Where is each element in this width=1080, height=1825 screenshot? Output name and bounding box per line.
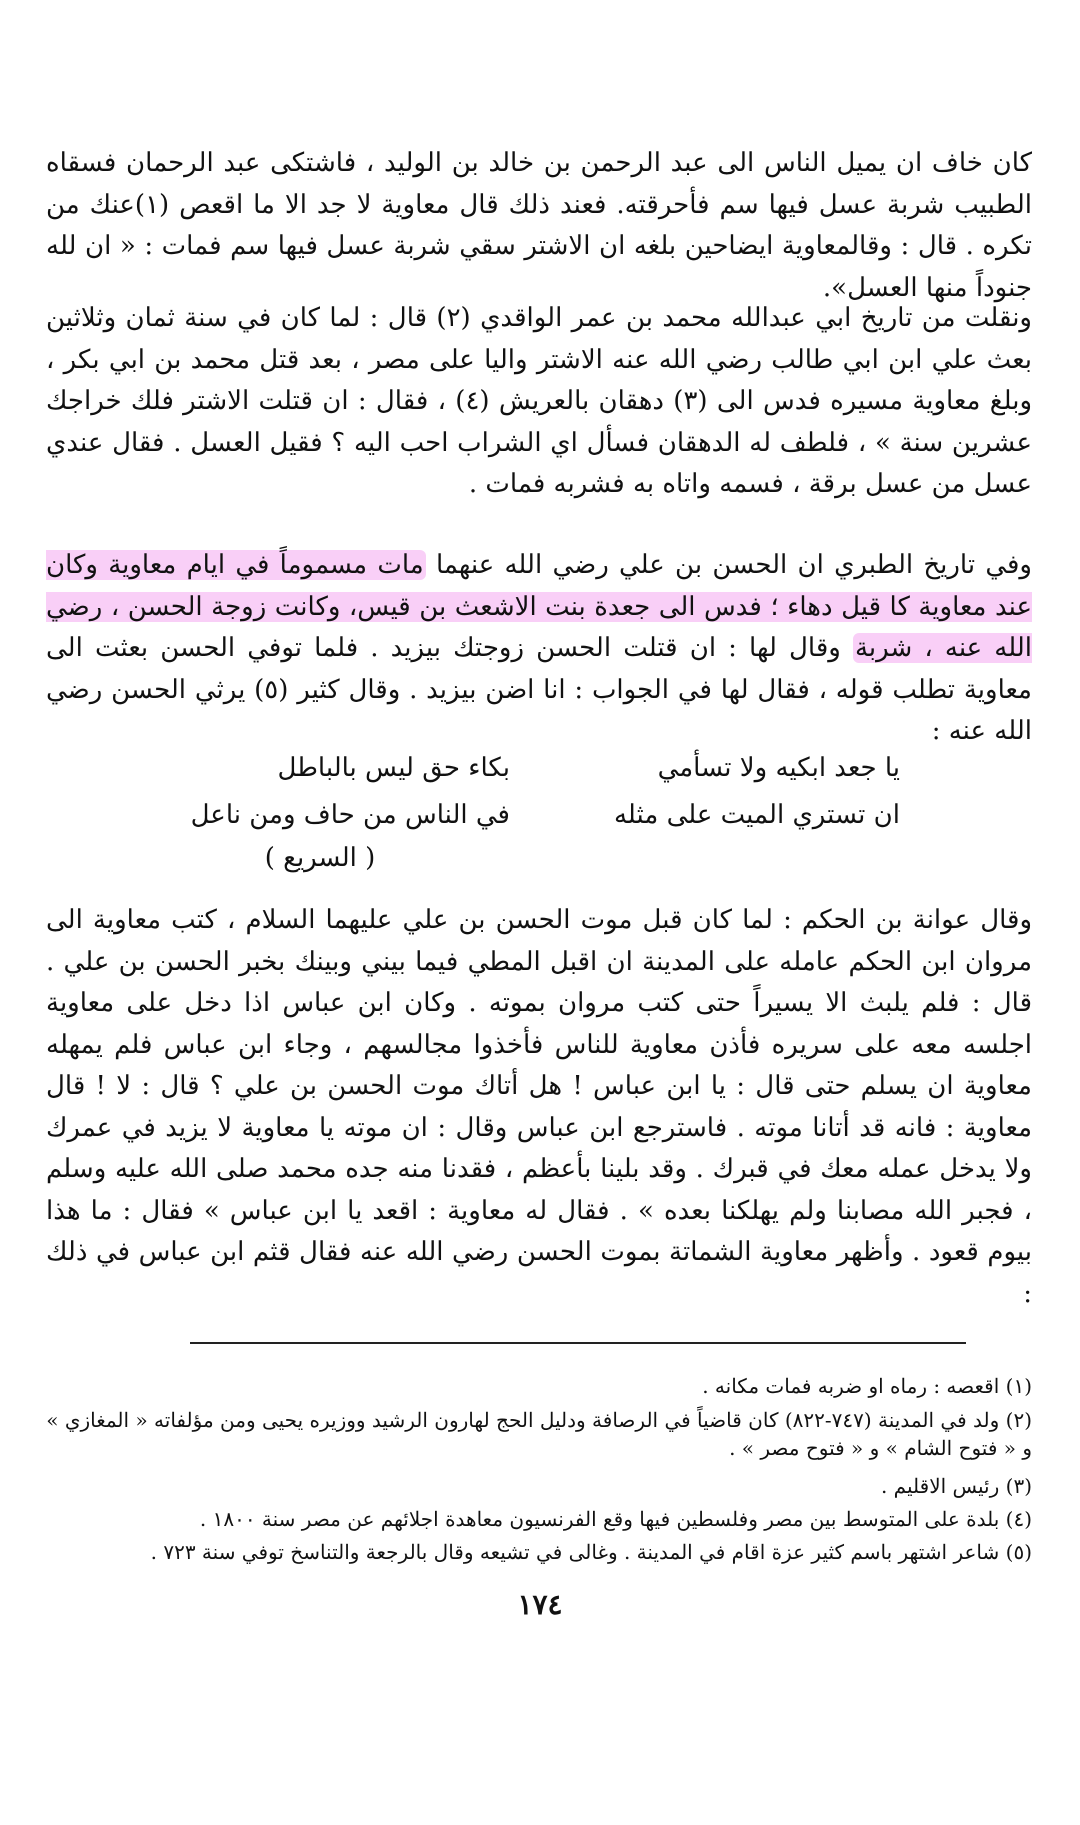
paragraph-2: ونقلت من تاريخ ابي عبدالله محمد بن عمر الواقدي (٢) قال : لما كان في سنة ثمان وثلاثين بعث علي ابن ابي طالب رضي الله عنه الاشتر واليا على مصر ، بعد قتل محمد بن ابي بكر ، وبلغ معاوية مسيره فدس الى (٣) دهقان بالعريش (٤) ، فقال : ان قتلت الاشتر فلك خراجك عشرين سنة » ، فلطف له الدهقان فسأل اي الشراب احب اليه ؟ فقيل العسل . فقال عندي عسل من عسل برقة ، فسمه واتاه به فشربه فمات . [46, 303, 1032, 499]
poem-verse [180, 745, 900, 792]
footnote-1: (١) اقعصه : رماه او ضربه فمات مكانه . [702, 1374, 1032, 1398]
paragraph-3 [46, 545, 1032, 753]
paragraph-3-end: وقال لها : ان قتلت الحسن زوجتك بيزيد . فلما توفي الحسن بعثت الى معاوية تطلب قوله ، فقال لها في الجواب : انا اضن بيزيد . وقال كثير (٥) يرثي الحسن رضي الله عنه : [46, 633, 1032, 746]
footnote-5: (٥) شاعر اشتهر باسم كثير عزة اقام في المدينة . وغالى في تشيعه وقال بالرجعة والتناسخ توفي سنة ٧٢٣ . [150, 1540, 1032, 1564]
poem [180, 745, 900, 839]
highlighted-passage: مات مسموماً في ايام معاوية وكان عند معاوية كا قيل دهاء ؛ فدس الى جعدة بنت الاشعث بن قيس، وكانت زوجة الحسن ، رضي الله عنه ، شربة [46, 550, 1032, 663]
footnote-4: (٤) بلدة على المتوسط بين مصر وفلسطين فيها وقع الفرنسيون معاهدة اجلائهم عن مصر سنة ١٨٠٠ . [199, 1507, 1032, 1531]
poem-verse [180, 792, 900, 839]
paragraph-4: وقال عوانة بن الحكم : لما كان قبل موت الحسن بن علي عليهما السلام ، كتب معاوية الى مروان ابن الحكم عامله على المدينة ان اقبل المطي فيما بيني وبينك بخبر الحسن بن علي . قال : فلم يلبث الا يسيراً حتى كتب مروان بموته . وكان ابن عباس اذا دخل على معاوية اجلسه معه على سريره فأذن معاوية للناس فأخذوا مجالسهم ، وجاء ابن عباس فلم يمهله معاوية ان يسلم حتى قال : يا ابن عباس ! هل أتاك موت الحسن بن علي ؟ قال : لا ! قال معاوية : فانه قد أتانا موته . فاسترجع ابن عباس وقال : ان موته يا معاوية لا يزيد في عمرك ولا يدخل عمله معك في قبرك . وقد بلينا بأعظم ، فقدنا منه جده محمد صلى الله عليه وسلم ، فجبر الله مصابنا ولم يهلكنا بعده » . فقال له معاوية : اقعد يا ابن عباس » فقال : ما هذا بيوم قعود . وأظهر معاوية الشماتة بموت الحسن رضي الله عنه فقال قثم ابن عباس في ذلك : [46, 905, 1032, 1309]
paragraph-1: كان خاف ان يميل الناس الى عبد الرحمن بن خالد بن الوليد ، فاشتكى عبد الرحمان فسقاه الطبيب شربة عسل فيها سم فأحرقته. فعند ذلك قال معاوية لا جد الا ما اقعص (١)عنك من تكره . قال : وقالمعاوية ايضاحين بلغه ان الاشتر سقي شربة عسل فيها سم فمات : « ان لله جنوداً منها العسل». [46, 148, 1032, 303]
page-number: ١٧٤ [517, 1588, 563, 1621]
verse-1-second-hemistich: بكاء حق ليس بالباطل [277, 753, 510, 783]
footnote-3: (٣) رئيس الاقليم . [880, 1474, 1032, 1498]
footnote-divider [190, 1342, 966, 1344]
footnote-2: (٢) ولد في المدينة (٧٤٧-٨٢٢) كان قاضياً في الرصافة ودليل الحج لهارون الرشيد ووزيره يحيى ومن مؤلفاته « المغازي » و « فتوح الشام » و « فتوح مصر » . [46, 1408, 1032, 1460]
verse-2-second-hemistich: في الناس من حاف ومن ناعل [190, 800, 510, 830]
paragraph-3-start: وفي تاريخ الطبري ان الحسن بن علي رضي الله عنهما [425, 550, 1032, 580]
verse-1-first-hemistich: يا جعد ابكيه ولا تسأمي [657, 753, 900, 783]
poem-meter: ( السريع ) [264, 843, 376, 873]
verse-2-first-hemistich: ان تستري الميت على مثله [613, 800, 900, 830]
